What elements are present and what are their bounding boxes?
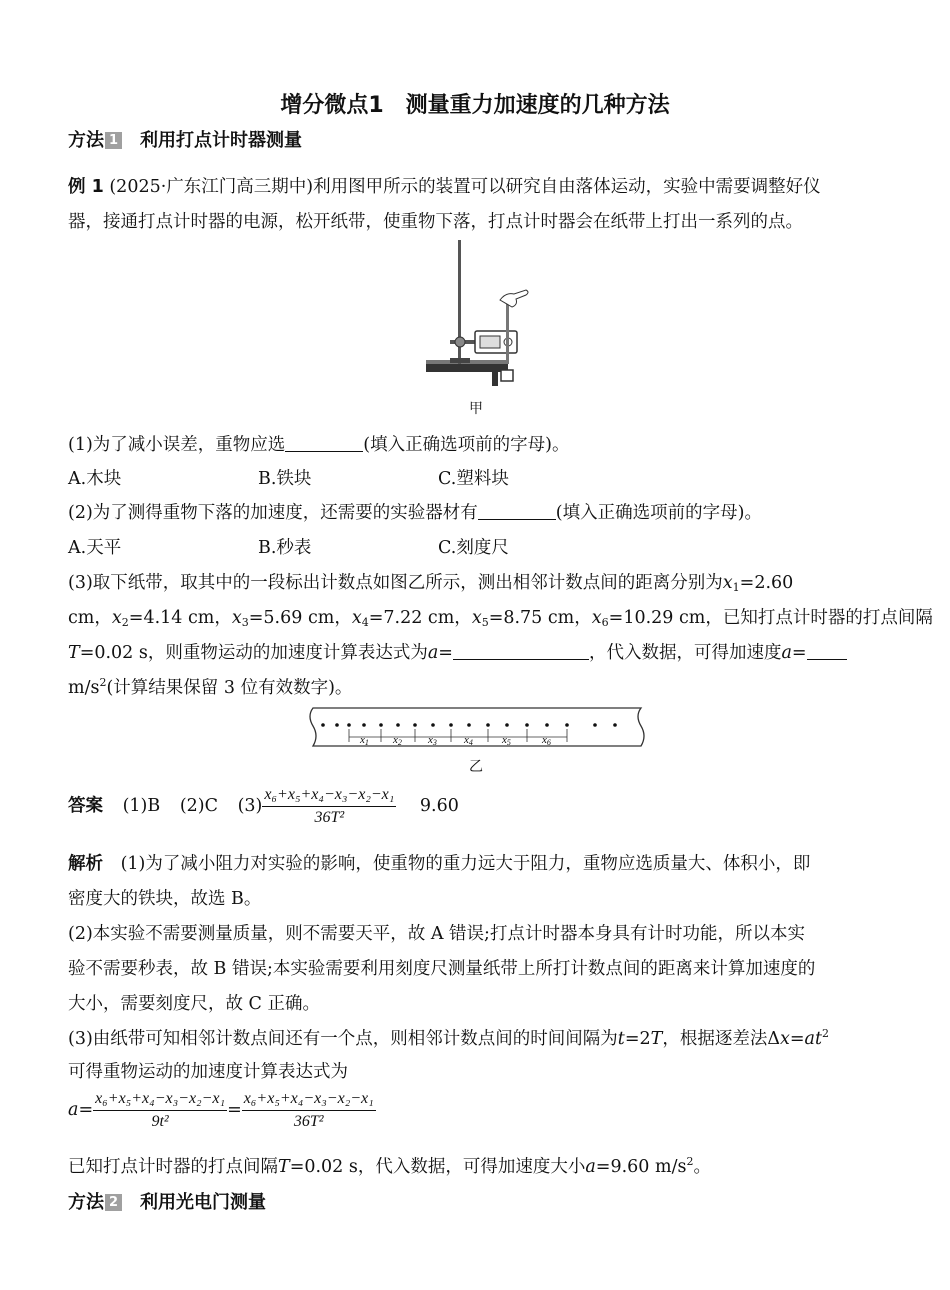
method-label: 方法 xyxy=(68,1192,104,1213)
method-title: 利用打点计时器测量 xyxy=(140,130,302,151)
page-title: 增分微点1 测量重力加速度的几种方法 xyxy=(280,93,670,118)
tape-label-x4: x4 xyxy=(464,734,473,747)
method-label: 方法 xyxy=(68,130,104,151)
apparatus-figure xyxy=(420,238,530,388)
question-2-options xyxy=(68,534,509,559)
method-number-badge: 1 xyxy=(105,132,122,149)
analysis-line-5: 大小，需要刻度尺，故 C 正确。 xyxy=(68,994,321,1014)
option-c: C.塑料块 xyxy=(438,469,509,489)
x4-value: =7.22 cm， xyxy=(368,608,472,628)
example-intro-line-2: 器，接通打点计时器的电源，松开纸带，使重物下落，打点计时器会在纸带上打出一系列的点。 xyxy=(68,212,803,232)
answer-line xyxy=(68,786,459,827)
analysis-line-4: 验不需要秒表，故 B 错误;本实验需要利用刻度尺测量纸带上所打计数点间的距离来计算加速度的 xyxy=(68,959,816,979)
formula-fraction-1 xyxy=(93,1090,227,1131)
figure-caption-jia: 甲 xyxy=(469,401,483,417)
option-b: B.铁块 xyxy=(258,469,312,489)
example-intro-text-1: (2025·广东江门高三期中)利用图甲所示的装置可以研究自由落体运动，实验中需要调整好仪 xyxy=(109,177,821,197)
paper-tape-figure xyxy=(305,704,650,750)
analysis-text-8-end: 。 xyxy=(693,1157,711,1177)
question-3-line-1: (3)取下纸带，取其中的一段标出计数点如图乙所示，测出相邻计数点间的距离分别为$x_1=2.60$ xyxy=(68,573,794,594)
analysis-formula: a= $\frac{\text{x₆+x₅+x₄−x₃−x₂−x₁}}{\text{9t²}}$ = $\frac{\text{x₆+x₅+x₄−x₃−x₂−x₁}}{\text{36T²}}$ xyxy=(68,1090,374,1130)
unit-text: m/s xyxy=(68,678,100,698)
tape-label-x5: x5 xyxy=(502,734,511,747)
question-3-value-text: ，代入数据，可得加速度 xyxy=(588,643,782,663)
method-1-heading xyxy=(68,126,302,152)
question-2-text: (2)为了测得重物下落的加速度，还需要的实验器材有 xyxy=(68,503,478,523)
answer-part-3: (3) xyxy=(237,796,263,816)
analysis-line-2: 密度大的铁块，故选 B。 xyxy=(68,889,262,909)
analysis-text-8a: 已知打点计时器的打点间隔 xyxy=(68,1157,278,1177)
analysis-line-6: (3)由纸带可知相邻计数点间还有一个点，则相邻计数点间的时间间隔为t=2T，根据逐差法$\Delta x=at^2$ xyxy=(68,1027,829,1049)
question-3-line-3: T=0.02 s，则重物运动的加速度计算表达式为a= ，代入数据，可得加速度a= xyxy=(68,639,847,664)
option-a: A.天平 xyxy=(68,538,122,558)
analysis-line-7: 可得重物运动的加速度计算表达式为 xyxy=(68,1062,348,1082)
fraction-denominator: 36T² xyxy=(293,1113,324,1130)
question-1-text: (1)为了减小误差，重物应选 xyxy=(68,435,286,455)
analysis-text-6: (3)由纸带可知相邻计数点间还有一个点，则相邻计数点间的时间间隔为 xyxy=(68,1029,618,1049)
x6-value: =10.29 cm，已知打点计时器的打点间隔 xyxy=(608,608,933,628)
question-3-expr-text: =0.02 s，则重物运动的加速度计算表达式为 xyxy=(79,643,428,663)
analysis-text-1: (1)为了减小阻力对实验的影响，使重物的重力远大于阻力，重物应选质量大、体积小，即 xyxy=(120,854,811,874)
question-1 xyxy=(68,431,569,456)
analysis-line-8: 已知打点计时器的打点间隔T=0.02 s，代入数据，可得加速度大小a=9.60 $m/s^2$。 xyxy=(68,1155,711,1177)
question-1-tail: (填入正确选项前的字母)。 xyxy=(363,435,570,455)
answer-part-1: (1)B xyxy=(122,796,161,816)
figure-caption-yi: 乙 xyxy=(469,759,483,775)
question-2 xyxy=(68,499,762,524)
question-3-text: (3)取下纸带，取其中的一段标出计数点如图乙所示，测出相邻计数点间的距离分别为 xyxy=(68,573,723,593)
answer-blank-2[interactable] xyxy=(478,504,556,520)
analysis-text-8c: =9.60 m/s xyxy=(595,1157,687,1177)
answer-blank-value[interactable] xyxy=(807,644,847,660)
example-label: 例 1 xyxy=(68,177,104,197)
answer-fraction xyxy=(262,786,396,827)
x2-value: =4.14 cm， xyxy=(128,608,232,628)
method-number-badge: 2 xyxy=(105,1194,122,1211)
option-c: C.刻度尺 xyxy=(438,538,509,558)
question-3-line-4: $m/s^2$(计算结果保留 3 位有效数字)。 xyxy=(68,676,353,698)
analysis-text-8b: =0.02 s，代入数据，可得加速度大小 xyxy=(289,1157,586,1177)
x1-value: =2.60 xyxy=(739,573,794,593)
answer-part-2: (2)C xyxy=(179,796,218,816)
question-2-tail: (填入正确选项前的字母)。 xyxy=(555,503,762,523)
fraction-numerator: x₆+x₅+x₄−x₃−x₂−x₁ xyxy=(93,1090,227,1111)
x5-value: =8.75 cm， xyxy=(488,608,592,628)
analysis-line-3: (2)本实验不需要测量质量，则不需要天平，故 A 错误;打点计时器本身具有计时功能，所以本实 xyxy=(68,924,805,944)
tape-label-x1: x1 xyxy=(360,734,369,747)
fraction-denominator: 9t² xyxy=(151,1113,169,1130)
example-intro-line-1 xyxy=(68,173,821,198)
method-title: 利用光电门测量 xyxy=(140,1192,266,1213)
x3-value: =5.69 cm， xyxy=(248,608,352,628)
analysis-line-1 xyxy=(68,850,810,875)
answer-label: 答案 xyxy=(68,796,103,816)
fraction-numerator: x₆+x₅+x₄−x₃−x₂−x₁ xyxy=(262,786,396,807)
option-b: B.秒表 xyxy=(258,538,312,558)
fraction-denominator: 36T² xyxy=(314,809,345,826)
answer-blank-1[interactable] xyxy=(285,436,363,452)
x1-unit: cm， xyxy=(68,608,112,628)
fraction-numerator: x₆+x₅+x₄−x₃−x₂−x₁ xyxy=(242,1090,376,1111)
option-a: A.木块 xyxy=(68,469,122,489)
tape-label-x6: x6 xyxy=(542,734,551,747)
tape-label-x2: x2 xyxy=(393,734,402,747)
question-1-options xyxy=(68,465,509,490)
tape-label-x3: x3 xyxy=(428,734,437,747)
formula-fraction-2 xyxy=(242,1090,376,1131)
answer-blank-expression[interactable] xyxy=(453,644,589,660)
analysis-text-6b: ，根据逐差法 xyxy=(662,1029,768,1049)
analysis-label: 解析 xyxy=(68,854,103,874)
question-3-line-2: cm，$x_2=4.14$ cm，$x_3=5.69$ cm，$x_4=7.22$ cm，$x_5=8.75$ cm，$x_6=10.29$ cm，已知打点计时器的打点间隔 xyxy=(68,608,933,629)
method-2-heading xyxy=(68,1188,266,1214)
answer-value: 9.60 xyxy=(419,796,459,816)
question-3-note: (计算结果保留 3 位有效数字)。 xyxy=(106,678,353,698)
